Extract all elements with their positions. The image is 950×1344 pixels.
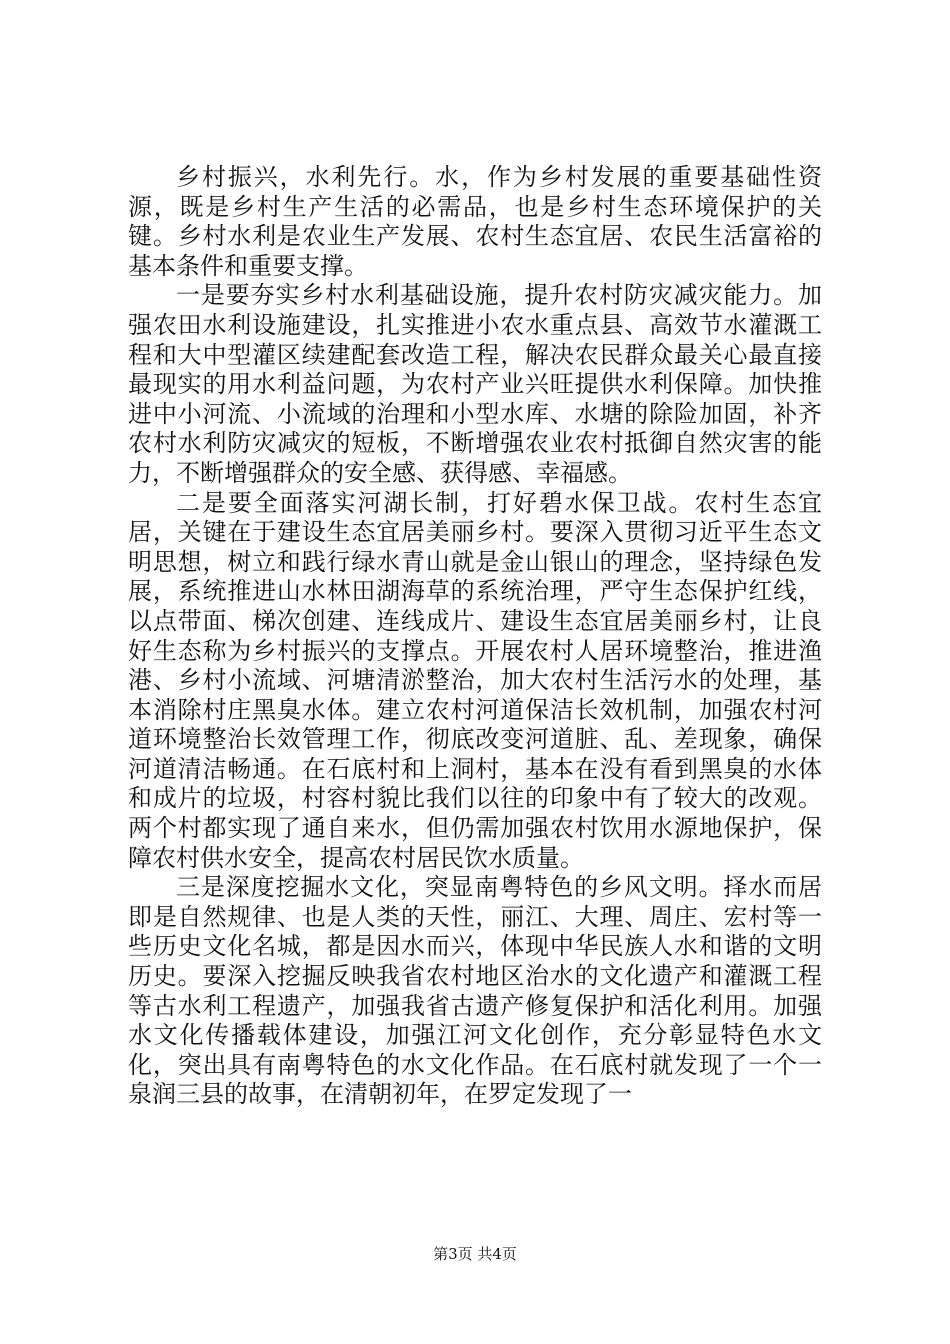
paragraph-intro: 乡村振兴，水利先行。水，作为乡村发展的重要基础性资源，既是乡村生产生活的必需品，也是乡村生态环境保护的关键。乡村水利是农业生产发展、农村生态宜居、农民生活富裕的基本条件和重要支撑。	[128, 163, 822, 280]
paragraph-point-one: 一是要夯实乡村水利基础设施，提升农村防灾减灾能力。加强农田水利设施建设，扎实推进小农水重点县、高效节水灌溉工程和大中型灌区续建配套改造工程，解决农民群众最关心最直接最现实的用水利益问题，为农村产业兴旺提供水利保障。加快推进中小河流、小流域的治理和小型水库、水塘的除险加固，补齐农村水利防灾减灾的短板，不断增强农业农村抵御自然灾害的能力，不断增强群众的安全感、获得感、幸福感。	[128, 281, 822, 487]
paragraph-point-three: 三是深度挖掘水文化，突显南粤特色的乡风文明。择水而居即是自然规律、也是人类的天性，丽江、大理、周庄、宏村等一些历史文化名城，都是因水而兴，体现中华民族人水和谐的文明历史。要深入挖掘反映我省农村地区治水的文化遗产和灌溉工程等古水利工程遗产，加强我省古遗产修复保护和活化利用。加强水文化传播载体建设，加强江河文化创作，充分彰显特色水文化，突出具有南粤特色的水文化作品。在石底村就发现了一个一泉润三县的故事，在清朝初年，在罗定发现了一	[128, 873, 822, 1109]
page-footer: 第3页 共4页	[433, 1245, 517, 1263]
paragraph-point-two: 二是要全面落实河湖长制，打好碧水保卫战。农村生态宜居，关键在于建设生态宜居美丽乡村。要深入贯彻习近平生态文明思想，树立和践行绿水青山就是金山银山的理念，坚持绿色发展，系统推进山水林田湖海草的系统治理，严守生态保护红线，以点带面、梯次创建、连线成片、建设生态宜居美丽乡村，让良好生态称为乡村振兴的支撑点。开展农村人居环境整治，推进渔港、乡村小流域、河塘清淤整治，加大农村生活污水的处理，基本消除村庄黑臭水体。建立农村河道保洁长效机制，加强农村河道环境整治长效管理工作，彻底改变河道脏、乱、差现象，确保河道清洁畅通。在石底村和上洞村，基本在没有看到黑臭的水体和成片的垃圾，村容村貌比我们以往的印象中有了较大的改观。两个村都实现了通自来水，但仍需加强农村饮用水源地保护，保障农村供水安全，提高农村居民饮水质量。	[128, 488, 822, 872]
document-body	[128, 163, 822, 1110]
